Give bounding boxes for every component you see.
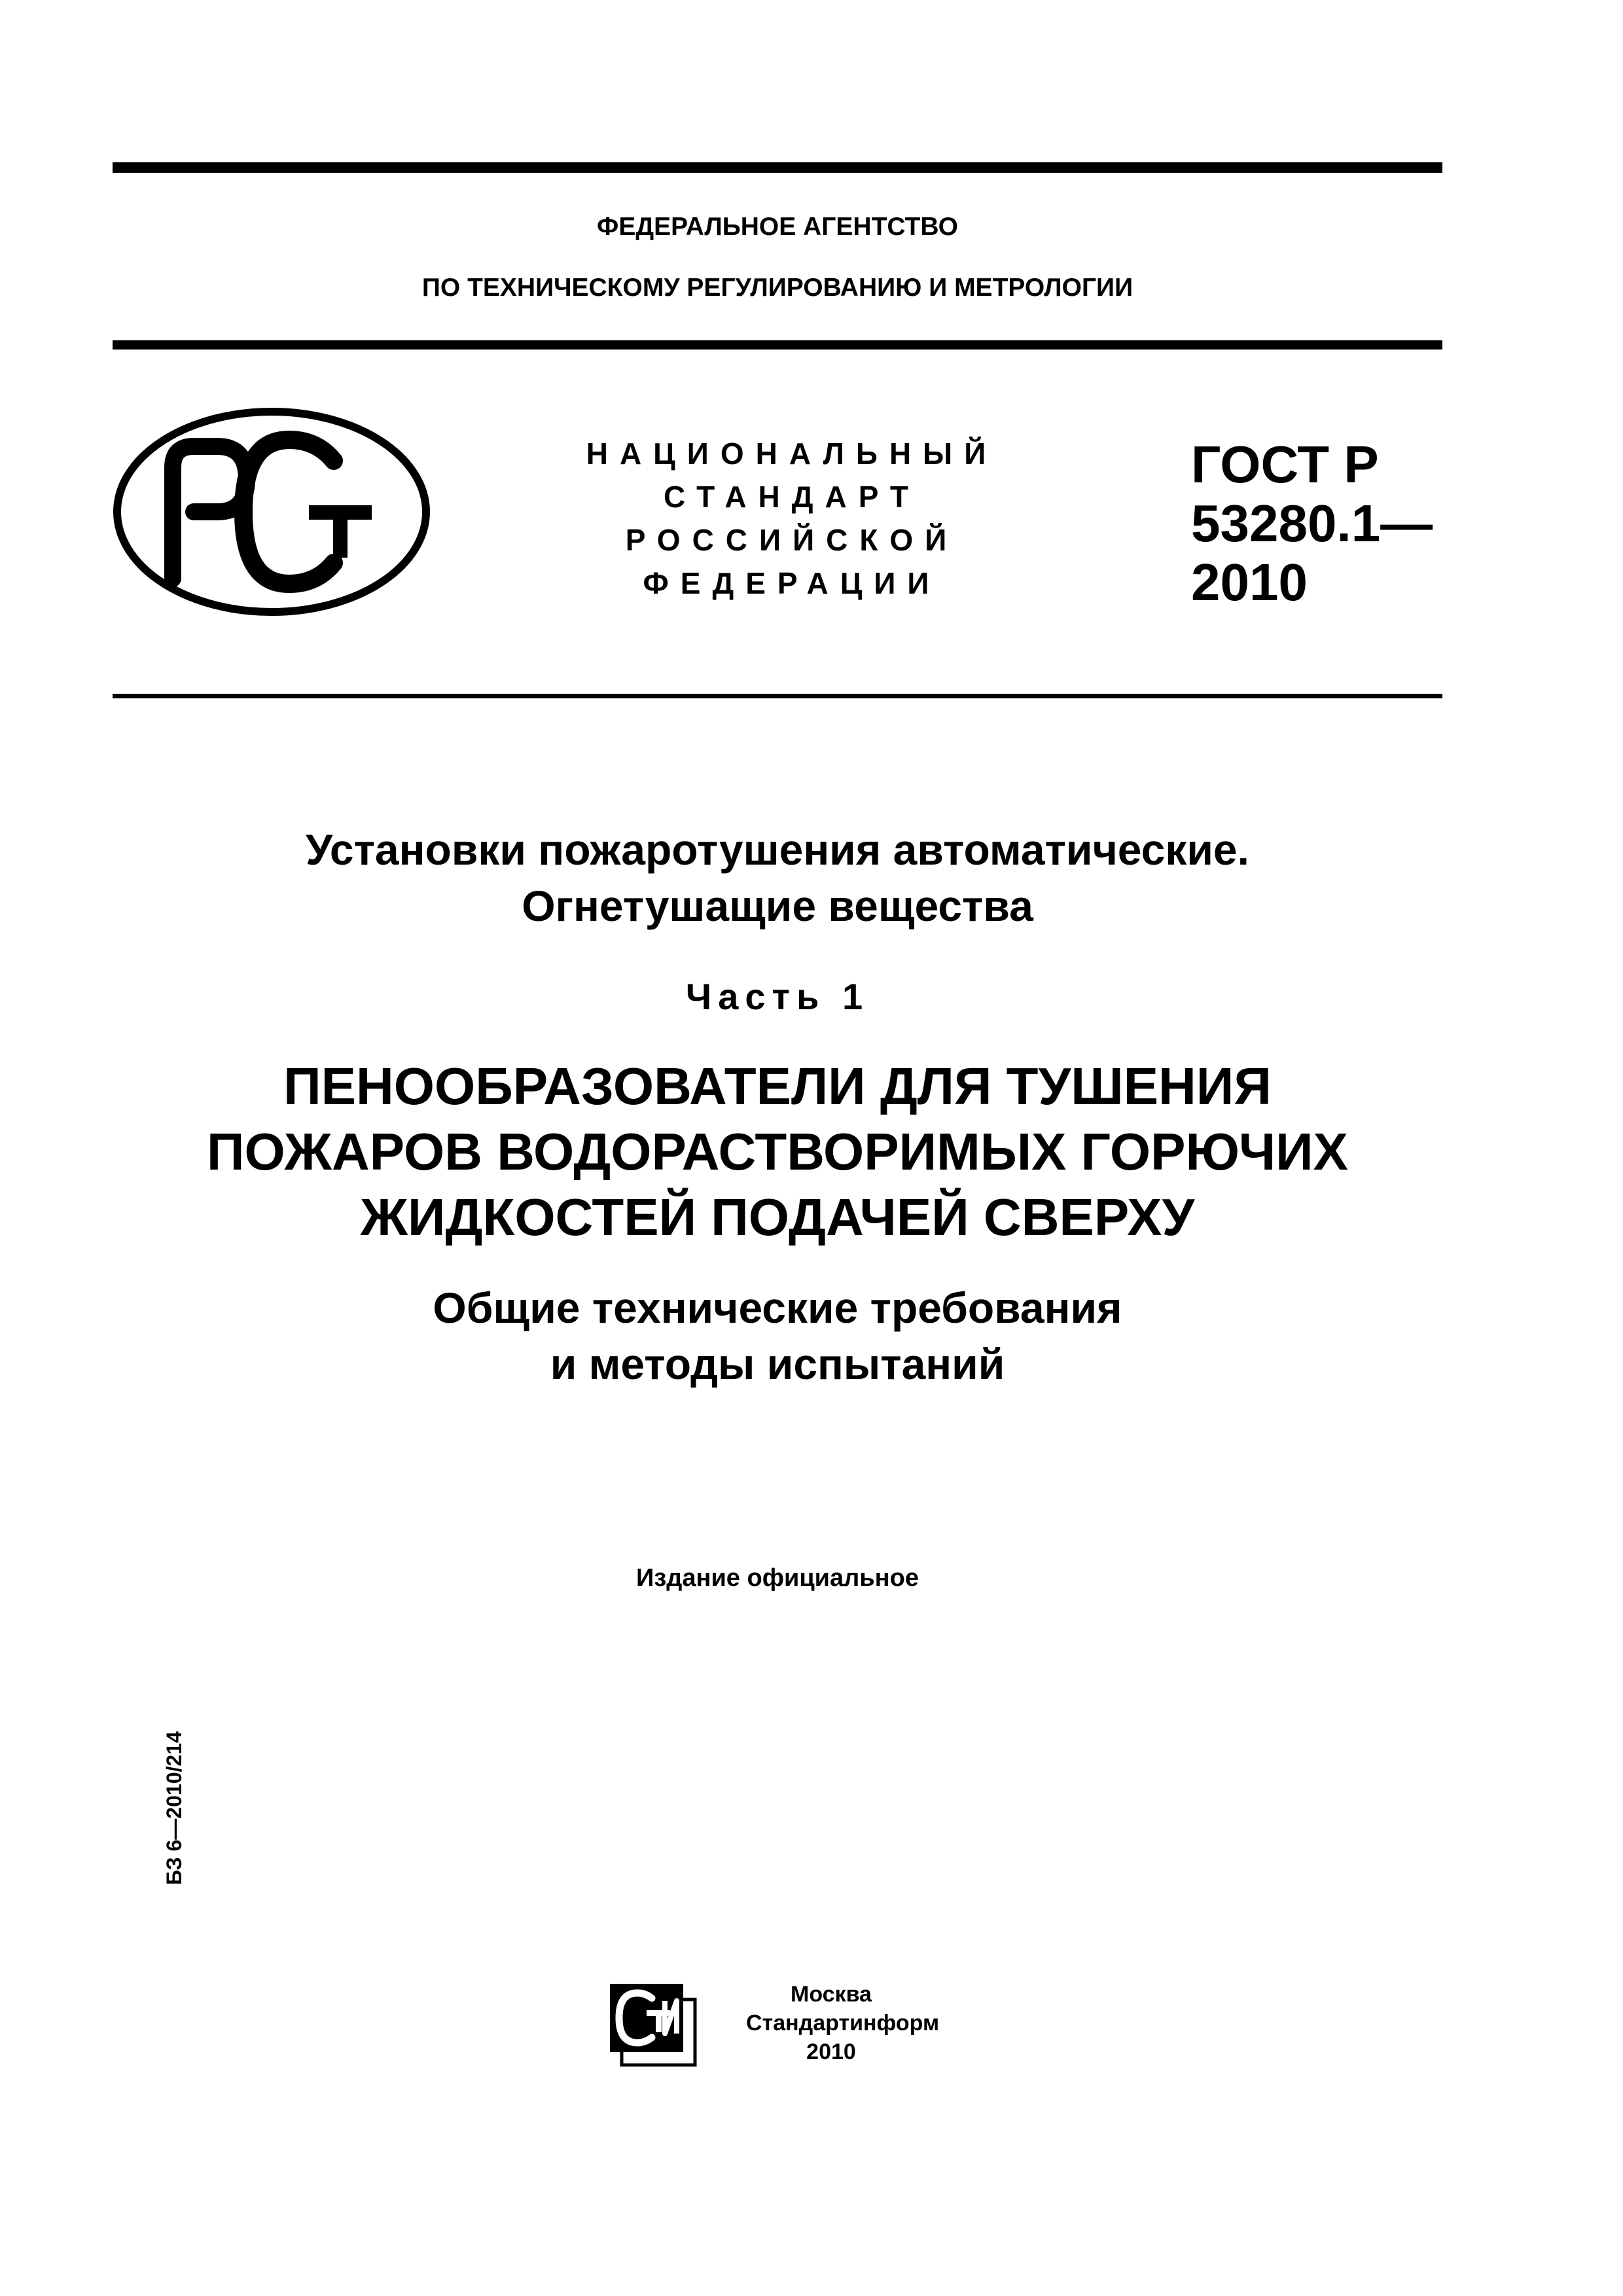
national-standard-label bbox=[563, 432, 1021, 605]
national-standard-line: СТАНДАРТ bbox=[664, 480, 920, 514]
standartinform-logo-icon bbox=[607, 1981, 699, 2068]
subtitle-line-1: Общие технические требования bbox=[433, 1283, 1122, 1332]
header-rule bbox=[113, 340, 1442, 350]
part-number: Часть 1 bbox=[685, 976, 870, 1017]
designation-line-3: 2010 bbox=[1191, 553, 1308, 611]
publisher-city: Москва bbox=[791, 1982, 872, 2007]
publication-year: 2010 bbox=[806, 2039, 856, 2064]
document-main-title bbox=[113, 1054, 1442, 1250]
document-subtitle bbox=[113, 1280, 1442, 1392]
publisher-imprint bbox=[746, 1980, 940, 2066]
subtitle-line-2: и методы испытаний bbox=[550, 1340, 1005, 1388]
edition-label: Издание официальное bbox=[636, 1564, 919, 1592]
national-standard-line: ФЕДЕРАЦИИ bbox=[643, 566, 941, 600]
general-title-line-2: Огнетушащие вещества bbox=[522, 882, 1033, 930]
main-title-line-2: ПОЖАРОВ ВОДОРАСТВОРИМЫХ ГОРЮЧИХ bbox=[206, 1122, 1349, 1181]
designation-line-2: 53280.1— bbox=[1191, 494, 1433, 552]
national-standard-line: НАЦИОНАЛЬНЫЙ bbox=[586, 437, 998, 471]
agency-name-line-2: ПО ТЕХНИЧЕСКОМУ РЕГУЛИРОВАНИЮ И МЕТРОЛОГИИ bbox=[421, 274, 1133, 302]
publisher-name: Стандартинформ bbox=[746, 2011, 940, 2036]
side-registration-code: БЗ 6—2010/214 bbox=[162, 1731, 186, 1885]
standard-designation bbox=[1191, 435, 1433, 612]
national-standard-line: РОССИЙСКОЙ bbox=[625, 523, 959, 557]
general-title-line-1: Установки пожаротушения автоматические. bbox=[306, 825, 1249, 874]
document-general-title bbox=[113, 821, 1442, 934]
main-title-line-1: ПЕНООБРАЗОВАТЕЛИ ДЛЯ ТУШЕНИЯ bbox=[283, 1057, 1272, 1115]
main-title-line-3: ЖИДКОСТЕЙ ПОДАЧЕЙ СВЕРХУ bbox=[360, 1188, 1195, 1246]
designation-line-1: ГОСТ Р bbox=[1191, 435, 1379, 493]
top-rule bbox=[113, 162, 1442, 173]
title-block-rule bbox=[113, 694, 1442, 698]
rst-certification-mark-icon bbox=[113, 407, 431, 617]
agency-name-line-1: ФЕДЕРАЛЬНОЕ АГЕНТСТВО bbox=[597, 213, 958, 241]
